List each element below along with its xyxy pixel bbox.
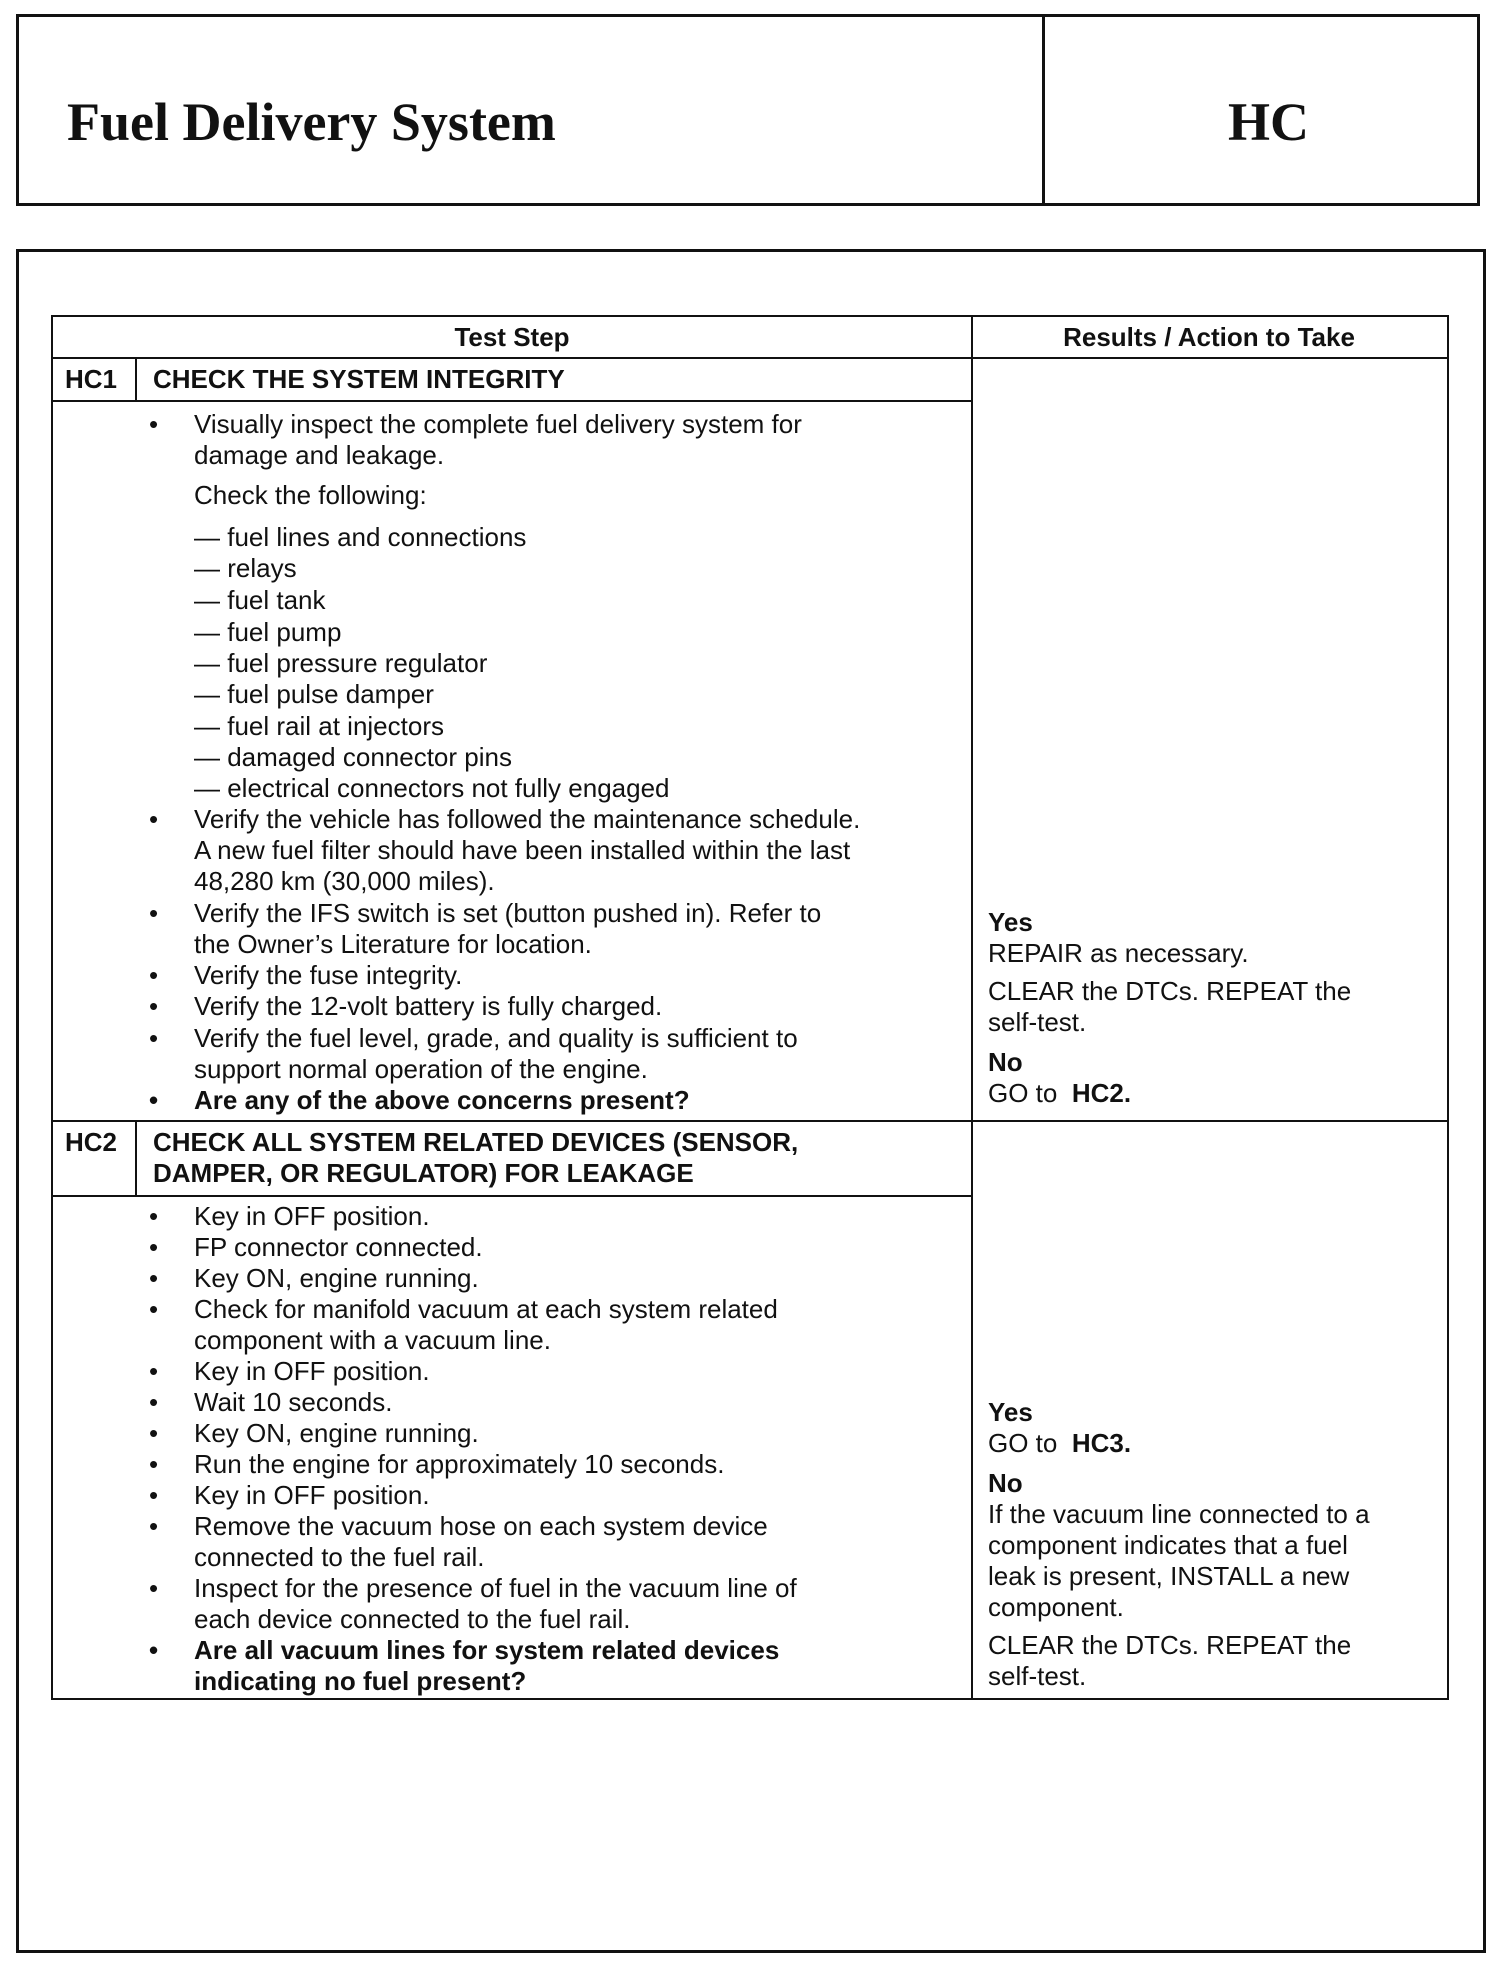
result-no-text: self-test. bbox=[988, 1661, 1087, 1691]
hc1-title-rule bbox=[53, 400, 971, 402]
bullet: • bbox=[149, 960, 159, 990]
goto-step-link[interactable]: HC3. bbox=[1071, 1428, 1132, 1458]
step-line: damage and leakage. bbox=[194, 440, 445, 470]
bullet: • bbox=[149, 1201, 159, 1231]
step-line: FP connector connected. bbox=[194, 1232, 483, 1262]
result-yes-text bbox=[988, 1428, 1131, 1460]
step-line: Verify the fuse integrity. bbox=[194, 960, 463, 990]
bullet: • bbox=[149, 1635, 159, 1665]
result-no-label: No bbox=[988, 1047, 1023, 1077]
bullet: • bbox=[149, 1449, 159, 1479]
check-item: — relays bbox=[194, 553, 297, 583]
bullet: • bbox=[149, 1085, 159, 1115]
result-yes-text: self-test. bbox=[988, 1007, 1087, 1037]
step-question: Are all vacuum lines for system related devices bbox=[194, 1635, 780, 1665]
bullet: • bbox=[149, 1573, 159, 1603]
check-item: — fuel pulse damper bbox=[194, 679, 434, 709]
step-line: connected to the fuel rail. bbox=[194, 1542, 485, 1572]
col-divider bbox=[971, 317, 973, 1698]
header-rule bbox=[53, 357, 1447, 359]
bullet: • bbox=[149, 898, 159, 928]
step-title-hc1: CHECK THE SYSTEM INTEGRITY bbox=[153, 364, 565, 394]
step-line: Run the engine for approximately 10 seconds. bbox=[194, 1449, 725, 1479]
bullet: • bbox=[149, 409, 159, 439]
bullet: • bbox=[149, 1418, 159, 1448]
check-item: — fuel lines and connections bbox=[194, 522, 527, 552]
bullet: • bbox=[149, 1511, 159, 1541]
header-divider bbox=[1042, 17, 1045, 203]
result-no-text: component. bbox=[988, 1592, 1124, 1622]
result-no-text: leak is present, INSTALL a new bbox=[988, 1561, 1350, 1591]
step-line: the Owner’s Literature for location. bbox=[194, 929, 592, 959]
step-line: Wait 10 seconds. bbox=[194, 1387, 393, 1417]
check-item: — damaged connector pins bbox=[194, 742, 512, 772]
step-line: Check the following: bbox=[194, 480, 427, 510]
step-line: Verify the IFS switch is set (button pushed in). Refer to bbox=[194, 898, 822, 928]
result-yes-text: REPAIR as necessary. bbox=[988, 938, 1249, 968]
col-header-results: Results / Action to Take bbox=[1063, 322, 1355, 352]
col-header-test-step: Test Step bbox=[454, 322, 570, 352]
step-title-hc2-cont: DAMPER, OR REGULATOR) FOR LEAKAGE bbox=[153, 1158, 694, 1188]
step-line: Key in OFF position. bbox=[194, 1480, 430, 1510]
step-line: Verify the vehicle has followed the maintenance schedule. bbox=[194, 804, 861, 834]
result-no-text bbox=[988, 1078, 1131, 1110]
goto-label: GO to bbox=[988, 1078, 1058, 1108]
bullet: • bbox=[149, 1356, 159, 1386]
step-line: each device connected to the fuel rail. bbox=[194, 1604, 631, 1634]
check-item: — fuel pump bbox=[194, 617, 342, 647]
step-line: Check for manifold vacuum at each system related bbox=[194, 1294, 778, 1324]
section-code: HC bbox=[1228, 92, 1309, 152]
bullet: • bbox=[149, 1387, 159, 1417]
check-item: — fuel rail at injectors bbox=[194, 711, 444, 741]
step-line: Key in OFF position. bbox=[194, 1356, 430, 1386]
bullet: • bbox=[149, 804, 159, 834]
page-title: Fuel Delivery System bbox=[67, 92, 556, 152]
check-item: — electrical connectors not fully engaged bbox=[194, 773, 670, 803]
step-line: component with a vacuum line. bbox=[194, 1325, 551, 1355]
step-title-hc2: CHECK ALL SYSTEM RELATED DEVICES (SENSOR, bbox=[153, 1127, 799, 1157]
goto-step-link[interactable]: HC2. bbox=[1071, 1078, 1132, 1108]
step-question: indicating no fuel present? bbox=[194, 1666, 527, 1696]
result-no-text: component indicates that a fuel bbox=[988, 1530, 1348, 1560]
result-no-label: No bbox=[988, 1468, 1023, 1498]
result-yes-label: Yes bbox=[988, 1397, 1033, 1427]
page-header bbox=[16, 14, 1480, 206]
bullet: • bbox=[149, 1023, 159, 1053]
step-line: Verify the 12-volt battery is fully charged. bbox=[194, 991, 663, 1021]
hc2-title-rule bbox=[53, 1195, 971, 1197]
step-line: Inspect for the presence of fuel in the vacuum line of bbox=[194, 1573, 797, 1603]
step-line: support normal operation of the engine. bbox=[194, 1054, 648, 1084]
bullet: • bbox=[149, 991, 159, 1021]
bullet: • bbox=[149, 1263, 159, 1293]
step-line: Key in OFF position. bbox=[194, 1201, 430, 1231]
bullet: • bbox=[149, 1480, 159, 1510]
step-line: Remove the vacuum hose on each system device bbox=[194, 1511, 768, 1541]
result-no-text: If the vacuum line connected to a bbox=[988, 1499, 1370, 1529]
bullet: • bbox=[149, 1232, 159, 1262]
result-yes-text: CLEAR the DTCs. REPEAT the bbox=[988, 976, 1352, 1006]
step-line: A new fuel filter should have been installed within the last bbox=[194, 835, 851, 865]
code-divider-hc1 bbox=[135, 357, 137, 400]
goto-label: GO to bbox=[988, 1428, 1058, 1458]
result-no-text: CLEAR the DTCs. REPEAT the bbox=[988, 1630, 1352, 1660]
result-yes-label: Yes bbox=[988, 907, 1033, 937]
test-step-table bbox=[51, 315, 1449, 1700]
step-code-hc1: HC1 bbox=[65, 364, 118, 394]
step-line: Key ON, engine running. bbox=[194, 1418, 479, 1448]
check-item: — fuel tank bbox=[194, 585, 326, 615]
bullet: • bbox=[149, 1294, 159, 1324]
step-line: Visually inspect the complete fuel delivery system for bbox=[194, 409, 802, 439]
step-code-hc2: HC2 bbox=[65, 1127, 118, 1157]
step-question: Are any of the above concerns present? bbox=[194, 1085, 690, 1115]
step-line: Key ON, engine running. bbox=[194, 1263, 479, 1293]
step-line: Verify the fuel level, grade, and quality is sufficient to bbox=[194, 1023, 798, 1053]
code-divider-hc2 bbox=[135, 1120, 137, 1195]
row-rule bbox=[53, 1120, 1447, 1122]
check-item: — fuel pressure regulator bbox=[194, 648, 488, 678]
step-line: 48,280 km (30,000 miles). bbox=[194, 866, 495, 896]
